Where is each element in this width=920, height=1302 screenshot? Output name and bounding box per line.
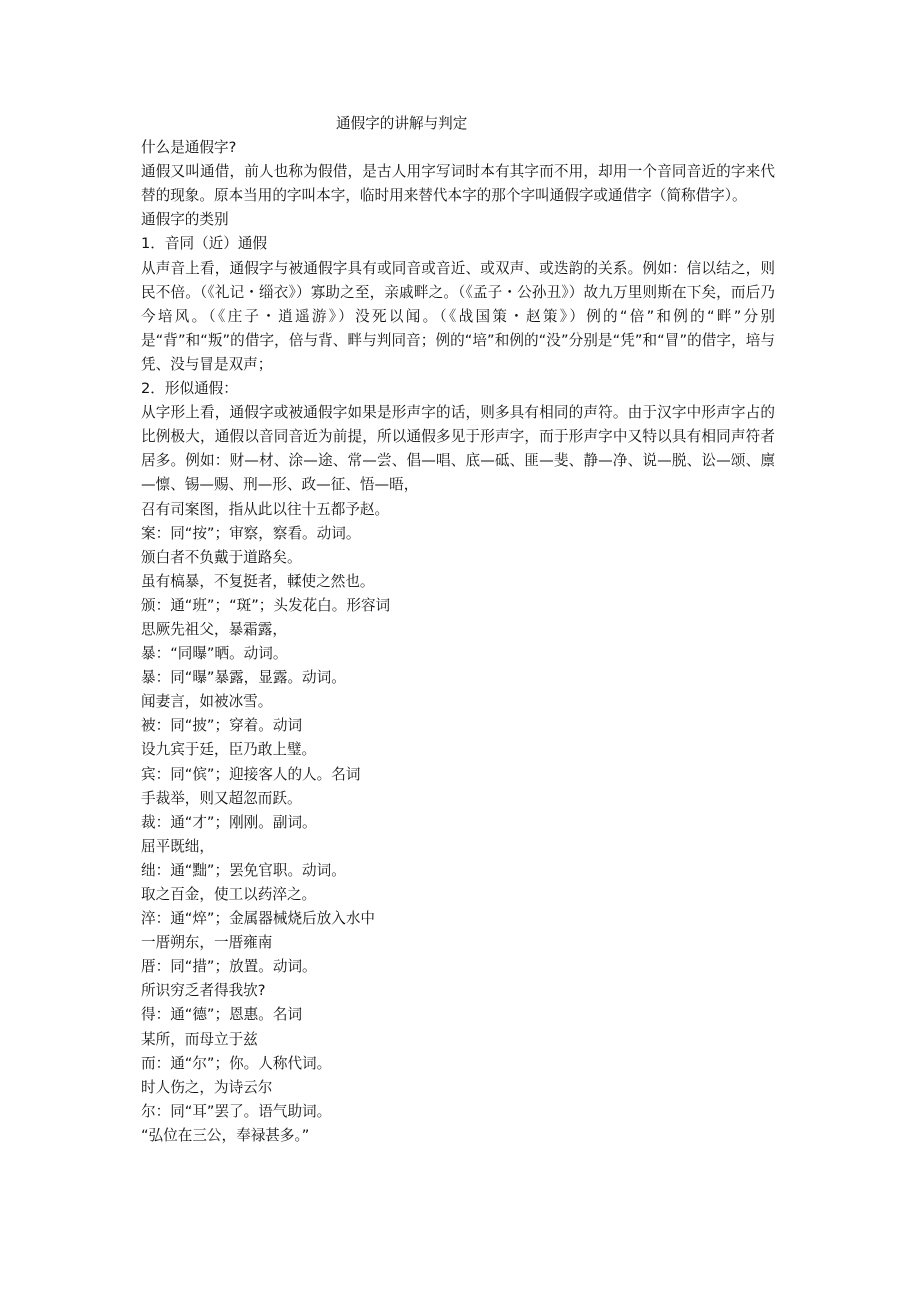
- section2-paragraph: 从字形上看，通假字或被通假字如果是形声字的话，则多具有相同的声符。由于汉字中形声字占的比例极大，通假以音同音近为前提，所以通假多见于形声字，而于形声字中又特以具有相同声符者居多。例如：财—材、涂—途、常—尝、倡—唱、底—砥、匪—斐、静—净、说—脱、讼—颂、廪—懔、锡—赐、刑—形、政—征、悟—晤，: [141, 404, 775, 494]
- example-line: 屈平既绌，: [141, 837, 214, 855]
- example-line: 召有司案图，指从此以往十五都予赵。: [141, 500, 390, 518]
- example-line: 得：通“德”；恩惠。名词: [141, 1006, 303, 1024]
- intro-paragraph: 通假又叫通借，前人也称为假借，是古人用字写词时本有其字而不用，却用一个音同音近的字来代替的现象。原本当用的字叫本字，临时用来替代本字的那个字叫通假字或通借字（简称借字）。: [141, 163, 775, 205]
- example-line: 颁白者不负戴于道路矣。: [141, 548, 302, 566]
- example-line: 一厝朔东，一厝雍南: [141, 934, 273, 952]
- section2-heading: 2．形似通假：: [141, 380, 238, 398]
- example-line: 取之百金，使工以药淬之。: [141, 886, 317, 903]
- example-line: 而：通“尔”；你。人称代词。: [141, 1054, 332, 1072]
- example-line: 设九宾于廷，臣乃敢上璧。: [141, 741, 317, 759]
- example-line: 虽有槁暴，不复挺者，輮使之然也。: [141, 572, 375, 590]
- question-heading: 什么是通假字?: [141, 139, 237, 157]
- example-line: 被：同“披”；穿着。动词: [141, 717, 303, 735]
- example-line: 暴：“同曝”晒。动词。: [141, 645, 288, 663]
- example-line: “弘位在三公，奉禄甚多。”: [141, 1126, 310, 1144]
- category-heading: 通假字的类别: [141, 211, 229, 229]
- example-line: 厝：同“措”；放置。动词。: [141, 958, 317, 976]
- example-list: [141, 498, 775, 1149]
- example-line: 颁：通“班”；“斑”；头发花白。形容词: [141, 596, 391, 614]
- document-page: [141, 112, 775, 1148]
- example-line: 暴：同“曝”暴露，显露。动词。: [141, 669, 346, 687]
- section1-paragraph: 从声音上看，通假字与被通假字具有或同音或音近、或双声、或迭韵的关系。例如：信以结之，则民不倍。（《礼记・缁衣》）寡助之至，亲戚畔之。（《孟子・公孙丑》）故九万里则斯在下矣，而后乃今培风。（《庄子・逍遥游》）没死以闻。（《战国策・赵策》）例的“倍”和例的“畔”分别是“背”和“叛”的借字，倍与背、畔与判同音；例的“培”和例的“没”分别是“凭”和“冒”的借字，培与凭、没与冒是双声；: [141, 259, 775, 373]
- example-line: 某所，而母立于兹: [141, 1030, 258, 1048]
- example-line: 宾：同“傧”；迎接客人的人。名词: [141, 765, 361, 783]
- document-title: 通假字的讲解与判定: [336, 115, 468, 132]
- example-line: 淬：通“焠”；金属器械烧后放入水中: [141, 910, 376, 928]
- example-line: 思厥先祖父，暴霜露，: [141, 620, 287, 638]
- example-line: 所识穷乏者得我欤?: [141, 982, 266, 1000]
- example-line: 闻妻言，如被冰雪。: [141, 693, 273, 711]
- example-line: 时人伤之，为诗云尔: [141, 1078, 273, 1096]
- example-line: 尔：同“耳”罢了。语气助词。: [141, 1102, 332, 1120]
- example-line: 裁：通“才”；刚刚。副词。: [141, 813, 317, 831]
- example-line: 案：同“按”；审察，察看。动词。: [141, 524, 361, 542]
- example-line: 手裁举，则又超忽而跃。: [141, 789, 302, 807]
- section1-heading: 1．音同（近）通假: [141, 235, 268, 253]
- example-line: 绌：通“黜”；罢免官职。动词。: [141, 861, 346, 879]
